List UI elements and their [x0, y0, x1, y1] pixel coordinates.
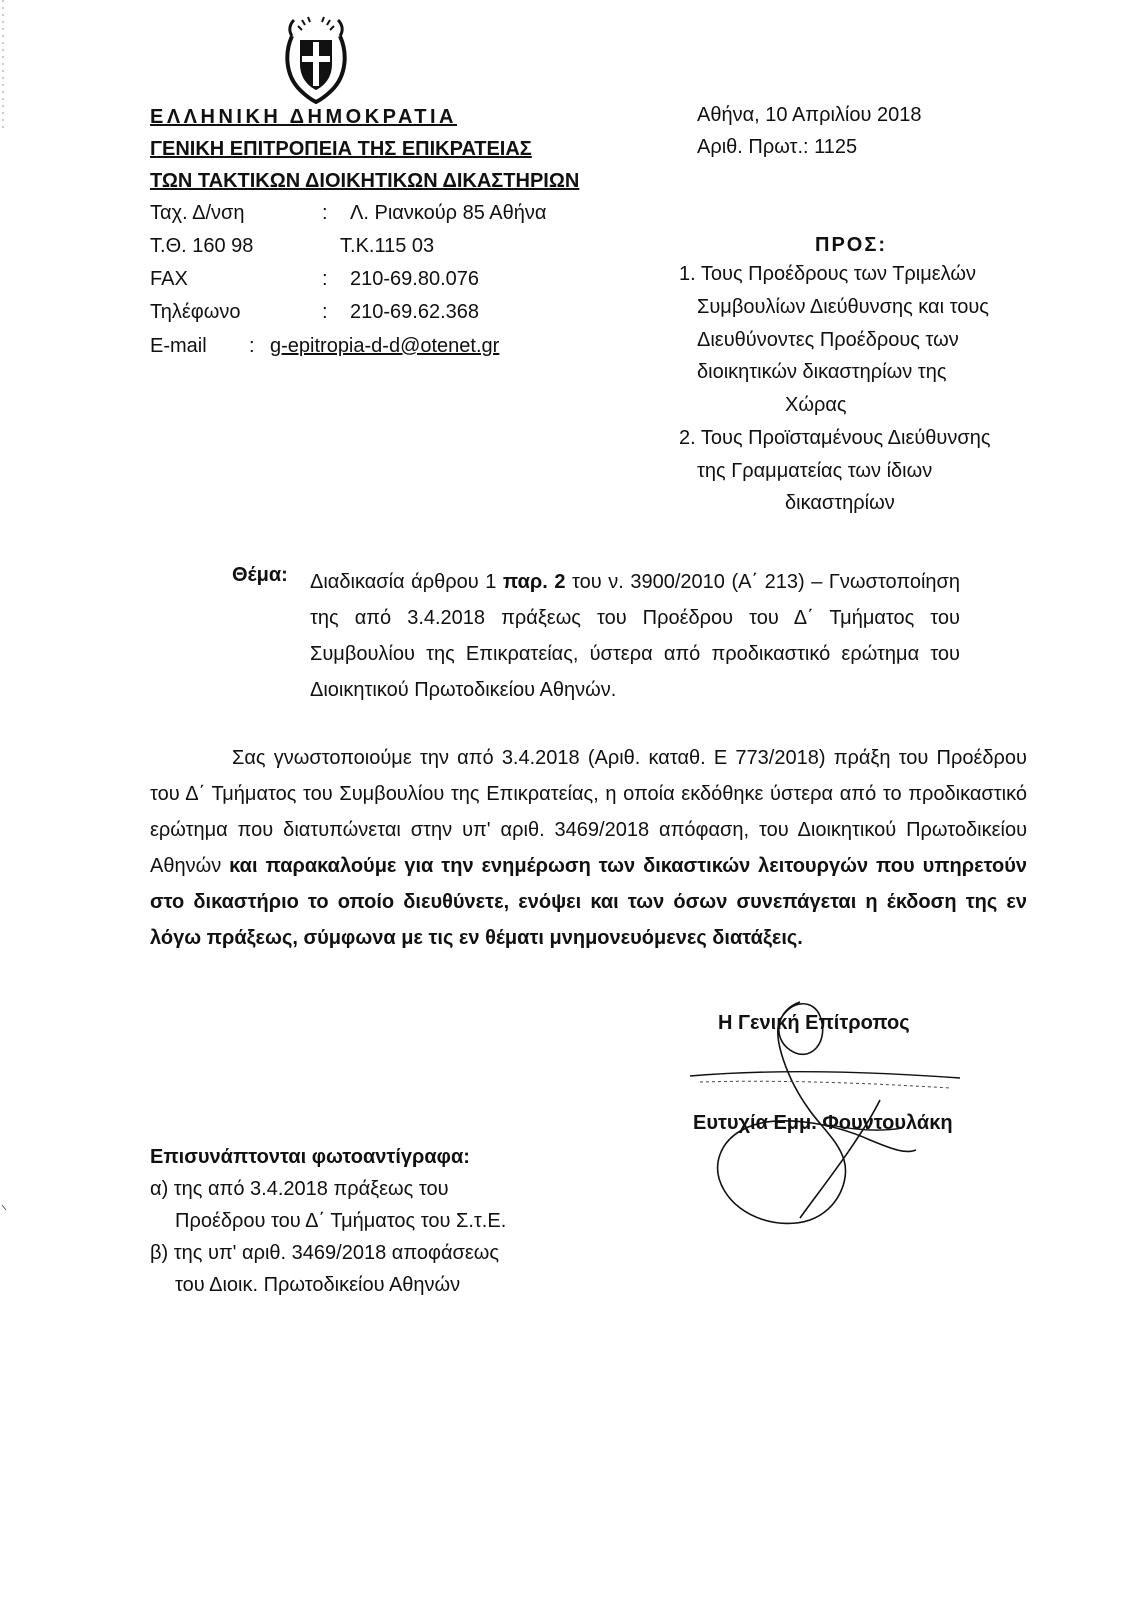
- recipient-1-line-5: Χώρας: [785, 394, 847, 416]
- po-box-label: Τ.Θ. 160 98: [150, 235, 254, 257]
- phone-label: Τηλέφωνο: [150, 301, 241, 323]
- handwritten-signature: [680, 990, 970, 1230]
- enclosure-a-line-2: Προέδρου του Δ΄ Τμήματος του Σ.τ.Ε.: [175, 1210, 507, 1232]
- subject-part-1: Διαδικασία άρθρου 1: [310, 571, 503, 593]
- address-label: Ταχ. Δ/νση: [150, 202, 245, 224]
- scan-edge-marks: [0, 0, 6, 1600]
- greek-coat-of-arms-emblem: [278, 14, 354, 104]
- enclosures-title: Επισυνάπτονται φωτοαντίγραφα:: [150, 1146, 470, 1168]
- document-date: Αθήνα, 10 Απριλίου 2018: [697, 104, 922, 126]
- recipient-1-line-2: Συμβουλίων Διεύθυνσης και τους: [697, 296, 989, 318]
- recipient-1-line-1: 1. Τους Προέδρους των Τριμελών: [679, 263, 976, 285]
- signatory-name: Ευτυχία Εμμ. Φουντουλάκη: [693, 1112, 953, 1134]
- subject-bold-paragraph: παρ. 2: [502, 571, 566, 593]
- recipient-1-line-4: διοικητικών δικαστηρίων της: [697, 361, 947, 383]
- enclosure-a-line-1: α) της από 3.4.2018 πράξεως του: [150, 1178, 449, 1200]
- body-normal-text: Σας γνωστοποιούμε την από 3.4.2018 (Αριθ. καταθ. Ε 773/2018) πράξη του Προέδρου του Δ΄ Τμήματος του Συμβουλίου της Επικρατείας, η οποία εκδόθηκε ύστερα από το προδικαστικό ερώτημα που διατυπώνεται στην υπ' αριθ. 3469/2018 απόφαση, του Διοικητικού Πρωτοδικείου Αθηνών: [150, 747, 1027, 877]
- address-value: Λ. Ριανκούρ 85 Αθήνα: [350, 202, 547, 224]
- recipient-2-line-1: 2. Τους Προϊσταμένους Διεύθυνσης: [679, 427, 991, 449]
- phone-value: 210-69.62.368: [350, 301, 480, 323]
- header-courts: ΤΩΝ ΤΑΚΤΙΚΩΝ ΔΙΟΙΚΗΤΙΚΩΝ ΔΙΚΑΣΤΗΡΙΩΝ: [150, 170, 580, 192]
- body-paragraph: [150, 740, 1027, 956]
- email-link[interactable]: g-epitropia-d-d@otenet.gr: [270, 335, 500, 357]
- fax-value: 210-69.80.076: [350, 268, 480, 290]
- header-commission: ΓΕΝΙΚΗ ΕΠΙΤΡΟΠΕΙΑ ΤΗΣ ΕΠΙΚΡΑΤΕΙΑΣ: [150, 138, 532, 160]
- body-bold-text: και παρακαλούμε για την ενημέρωση των δικαστικών λειτουργών που υπηρετούν στο δικαστήριο το οποίο διευθύνετε, ενόψει και των όσων συνεπάγεται η έκδοση της εν λόγω πράξεως, σύμφωνα με τις εν θέματι μνημονευόμενες διατάξεις.: [150, 855, 1027, 949]
- recipient-2-line-2: της Γραμματείας των ίδιων: [697, 460, 933, 482]
- subject-text: [310, 564, 960, 708]
- subject-label: Θέμα:: [232, 564, 288, 586]
- subject-part-2: του ν. 3900/2010 (Α΄ 213) – Γνωστοποίηση της από 3.4.2018 πράξεως του Προέδρου του Δ΄ Τμήματος του Συμβουλίου της Επικρατείας, ύστερα από προδικαστικό ερώτημα του Διοικητικού Πρωτοδικείου Αθηνών.: [310, 571, 960, 701]
- recipients-heading: ΠΡΟΣ:: [815, 234, 888, 256]
- email-label: E-mail: [150, 335, 207, 357]
- address-separator: :: [322, 202, 328, 224]
- header-republic: ΕΛΛΗΝΙΚΗ ΔΗΜΟΚΡΑΤΙΑ: [150, 106, 457, 128]
- enclosure-b-line-2: του Διοικ. Πρωτοδικείου Αθηνών: [175, 1274, 461, 1296]
- postal-code-value: Τ.Κ.115 03: [340, 235, 435, 257]
- fax-separator: :: [322, 268, 328, 290]
- protocol-number: Αριθ. Πρωτ.: 1125: [697, 136, 858, 158]
- signatory-title: Η Γενική Επίτροπος: [718, 1012, 910, 1034]
- phone-separator: :: [322, 301, 328, 323]
- email-separator: :: [249, 335, 255, 357]
- recipient-2-line-3: δικαστηρίων: [785, 492, 895, 514]
- fax-label: FAX: [150, 268, 188, 290]
- enclosure-b-line-1: β) της υπ' αριθ. 3469/2018 αποφάσεως: [150, 1242, 500, 1264]
- recipient-1-line-3: Διευθύνοντες Προέδρους των: [697, 329, 959, 351]
